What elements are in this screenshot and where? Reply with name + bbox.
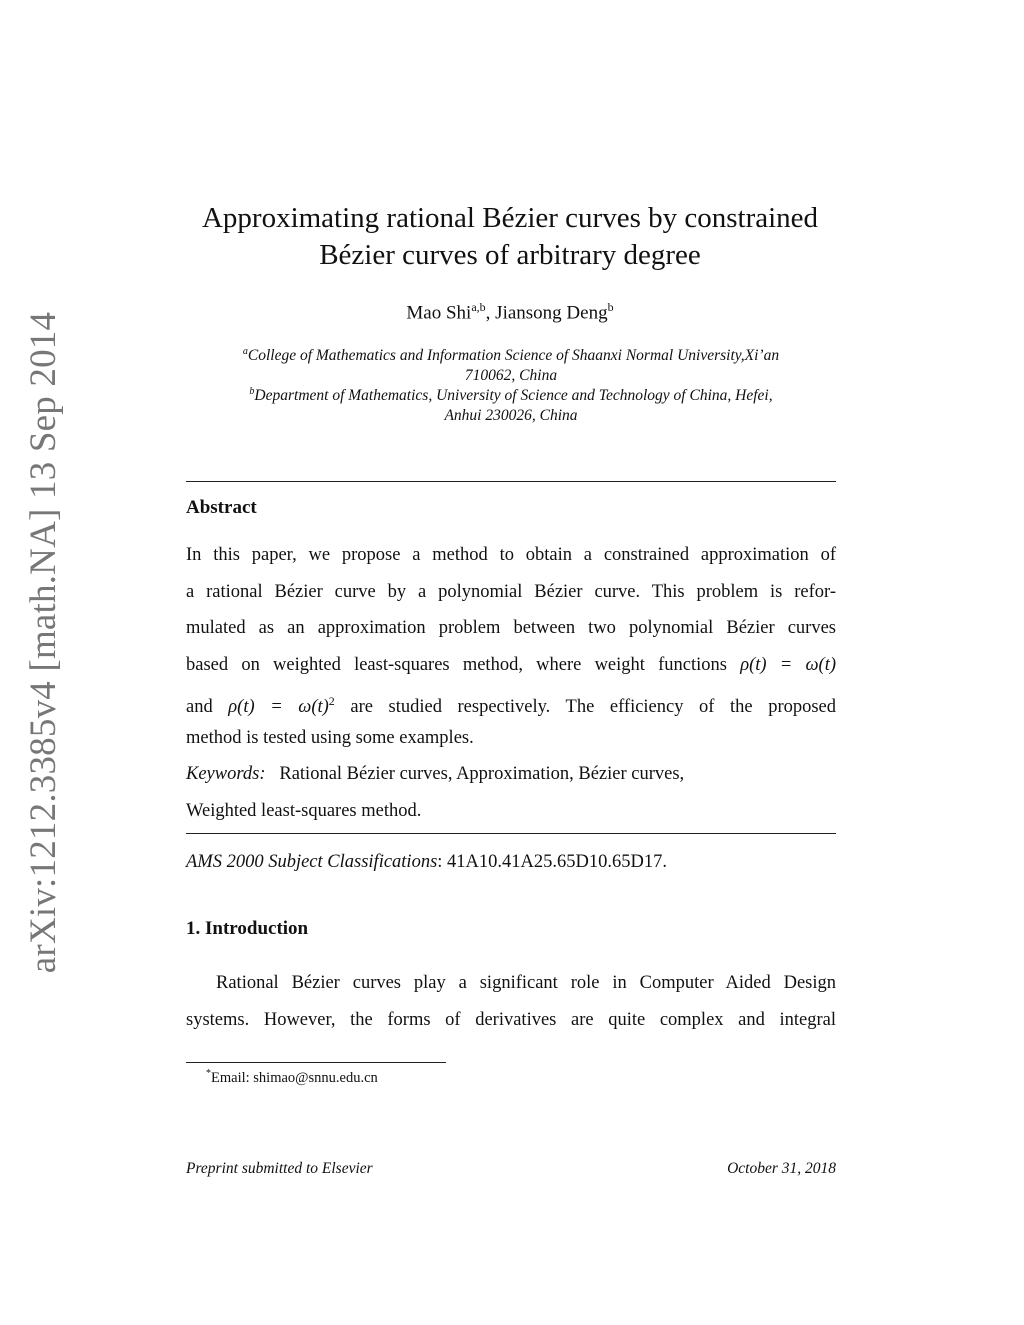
ams-classification — [186, 852, 667, 873]
title-line-2: Bézier curves of arbitrary degree — [319, 239, 701, 271]
arxiv-side-stamp — [22, 311, 66, 973]
ams-label: AMS 2000 Subject Classifications — [186, 852, 438, 872]
keywords-label: Keywords: — [186, 764, 266, 784]
abstract-top-rule — [186, 481, 836, 482]
abstract-line-3: mulated as an approximation problem between two polynomial Bézier curves — [186, 618, 836, 638]
affil-b-line-2: Anhui 230026, China — [444, 407, 578, 425]
author-list — [160, 300, 860, 324]
abstract-bottom-rule — [186, 833, 836, 834]
title-line-1: Approximating rational Bézier curves by constrained — [201, 202, 819, 234]
abstract-body — [186, 537, 836, 829]
ams-colon: : — [437, 852, 443, 872]
abstract-line-5-start: and — [186, 697, 213, 718]
author-1-affil-mark: a,b — [471, 300, 486, 314]
affiliation-a — [186, 342, 836, 386]
weight-equation-2-exponent: 2 — [328, 694, 335, 708]
abstract-line-5-rest: are studied respectively. The efficiency of the proposed — [350, 697, 837, 718]
affil-a-line-1: College of Mathematics and Information Science of Shaanxi Normal University,Xi’an — [247, 347, 780, 365]
intro-line-2: systems. However, the forms of derivatives are quite complex and integral — [186, 1009, 836, 1030]
abstract-line-4 — [186, 647, 836, 684]
footnote-rule — [186, 1062, 446, 1063]
weight-equation-1: ρ(t) = ω(t) — [740, 654, 836, 675]
abstract-line-2: a rational Bézier curve by a polynomial Bézier curve. This problem is refor- — [186, 581, 836, 602]
affil-b-line-1: Department of Mathematics, University of Science and Technology of China, Hefei, — [254, 387, 773, 405]
section-heading-introduction: 1. Introduction — [186, 918, 309, 939]
abstract-line-4-text: based on weighted least-squares method, where weight functions — [186, 654, 727, 675]
arxiv-identifier: arXiv:1212.3385v4 [math.NA] 13 Sep 2014 — [23, 311, 65, 973]
abstract-line-6: method is tested using some examples. — [186, 727, 474, 748]
abstract-line-5 — [186, 683, 836, 720]
author-separator: , — [485, 302, 496, 324]
author-2-affil-mark: b — [607, 300, 614, 314]
weight-equation-2: $\rho(t) = \omega(t)^2$ — [228, 694, 335, 718]
footnote-mark: * — [206, 1068, 211, 1079]
abstract-heading: Abstract — [186, 497, 257, 518]
keywords-values-1: Rational Bézier curves, Approximation, Bézier curves, — [279, 764, 685, 784]
author-2: Jiansong Deng — [495, 302, 608, 324]
abstract-line-1: In this paper, we propose a method to obtain a constrained approximation of — [186, 545, 836, 565]
footnote-email: Email: shimao@snnu.edu.cn — [211, 1069, 378, 1086]
preprint-notice: Preprint submitted to Elsevier — [186, 1160, 373, 1177]
introduction-body — [186, 965, 836, 1038]
intro-line-1: Rational Bézier curves play a significant role in Computer Aided Design — [216, 973, 836, 993]
paper-title — [160, 200, 860, 274]
affil-a-mark: a — [242, 346, 248, 357]
keywords-line-1 — [186, 756, 836, 793]
keywords-line-2: Weighted least-squares method. — [186, 800, 422, 821]
affiliation-b — [186, 382, 836, 426]
affil-a-line-2: 710062, China — [464, 367, 558, 385]
affil-b-mark: b — [249, 386, 255, 397]
author-1: Mao Shi — [406, 302, 472, 324]
preprint-date: October 31, 2018 — [727, 1160, 836, 1177]
ams-codes: 41A10.41A25.65D10.65D17. — [447, 852, 667, 872]
email-footnote — [206, 1068, 378, 1087]
